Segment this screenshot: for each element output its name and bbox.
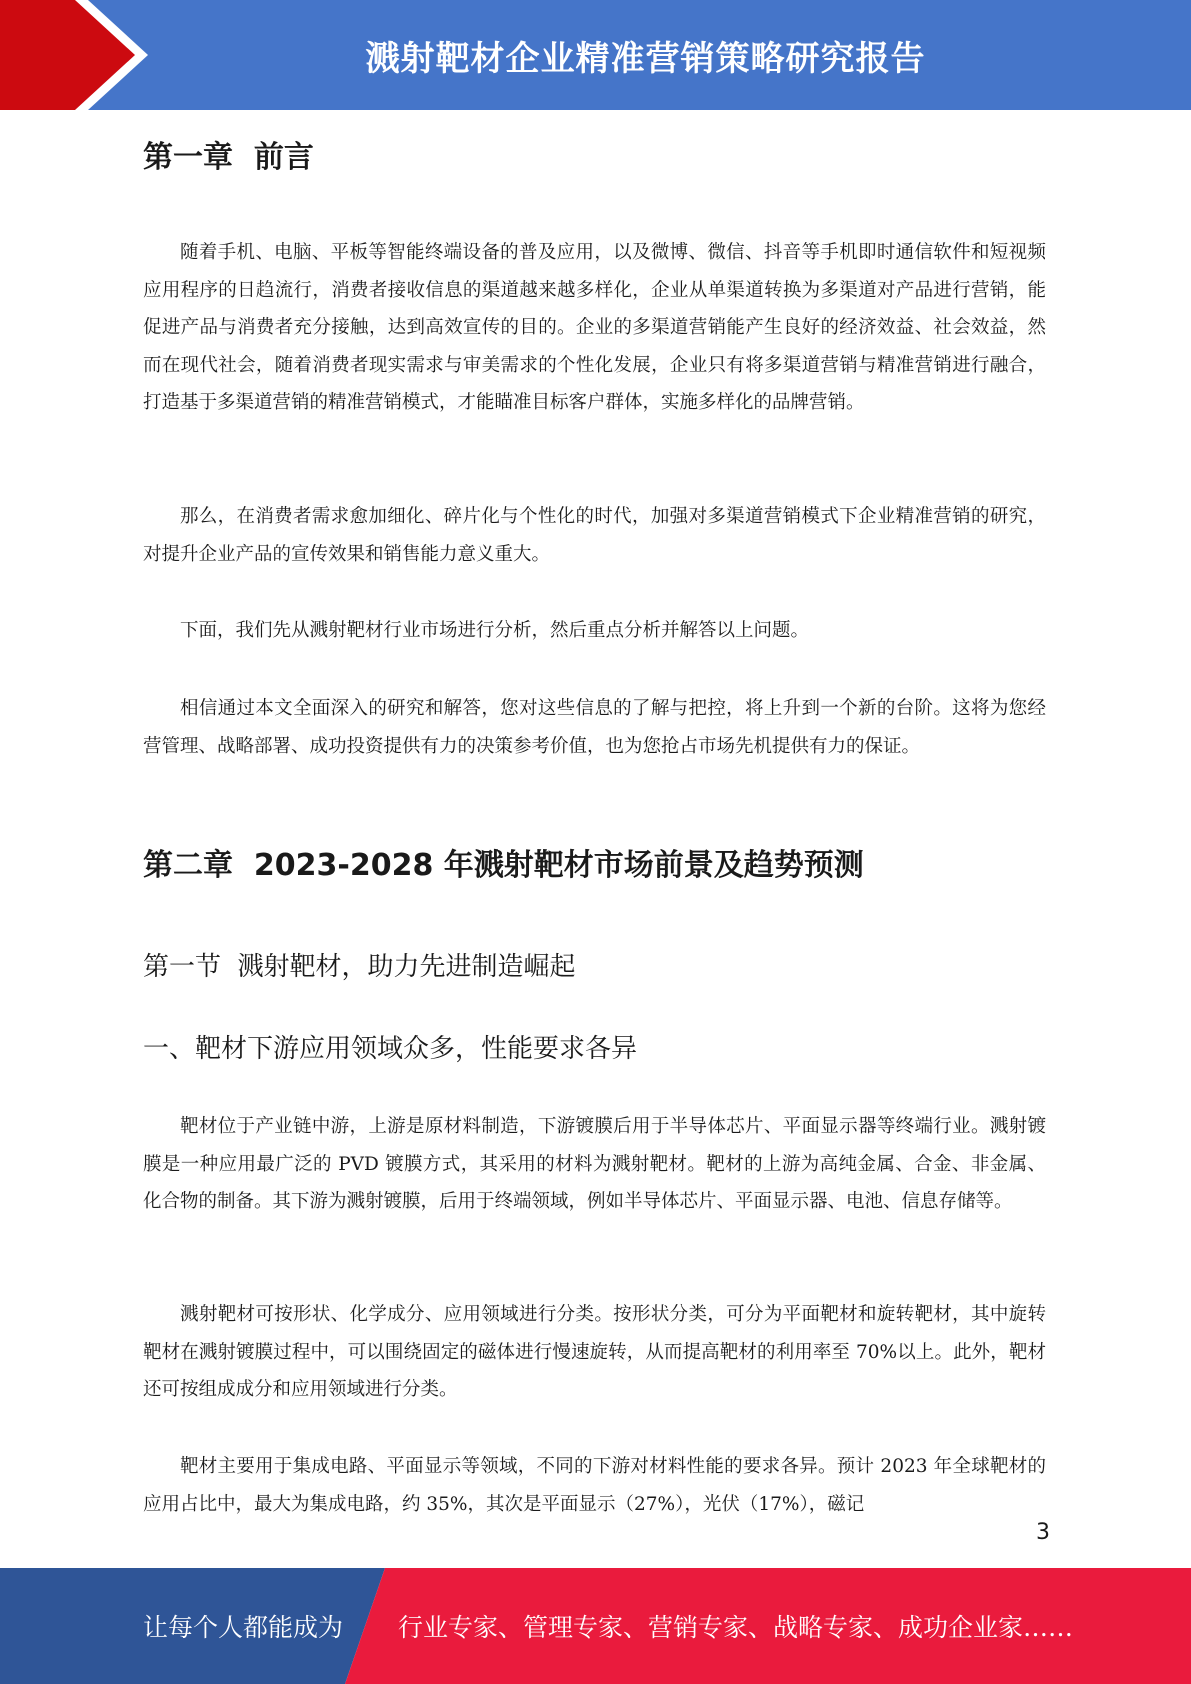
- paragraph: 相信通过本文全面深入的研究和解答，您对这些信息的了解与把控，将上升到一个新的台阶。这将为您经营管理、战略部署、成功投资提供有力的决策参考价值，也为您抢占市场先机提供有力的保证。: [143, 698, 1046, 757]
- footer-banner: [0, 1568, 1191, 1684]
- chapter-2-title: 第二章 2023-2028 年溅射靶材市场前景及趋势预测: [143, 848, 864, 883]
- footer-slogan-right: 行业专家、管理专家、营销专家、战略专家、成功企业家……: [398, 1613, 1074, 1642]
- chapter-1-title: 第一章 前言: [143, 140, 314, 175]
- paragraph: 那么，在消费者需求愈加细化、碎片化与个性化的时代，加强对多渠道营销模式下企业精准营销的研究，对提升企业产品的宣传效果和销售能力意义重大。: [143, 506, 1046, 565]
- header-arrow-decoration: [0, 0, 160, 110]
- paragraph: 随着手机、电脑、平板等智能终端设备的普及应用，以及微博、微信、抖音等手机即时通信软件和短视频应用程序的日趋流行，消费者接收信息的渠道越来越多样化，企业从单渠道转换为多渠道对产品进行营销，能促进产品与消费者充分接触，达到高效宣传的目的。企业的多渠道营销能产生良好的经济效益、社会效益，然而在现代社会，随着消费者现实需求与审美需求的个性化发展，企业只有将多渠道营销与精准营销进行融合，打造基于多渠道营销的精准营销模式，才能瞄准目标客户群体，实施多样化的品牌营销。: [143, 242, 1046, 413]
- paragraph: 下面，我们先从溅射靶材行业市场进行分析，然后重点分析并解答以上问题。: [180, 620, 810, 641]
- header-banner: [0, 0, 1191, 110]
- paragraph: 靶材主要用于集成电路、平面显示等领域，不同的下游对材料性能的要求各异。预计 2023 年全球靶材的应用占比中，最大为集成电路，约 35%，其次是平面显示（27%），光伏（17%），磁记: [143, 1456, 1046, 1515]
- section-1-title: 第一节 溅射靶材，助力先进制造崛起: [143, 952, 576, 982]
- paragraph: 靶材位于产业链中游，上游是原材料制造，下游镀膜后用于半导体芯片、平面显示器等终端行业。溅射镀膜是一种应用最广泛的 PVD 镀膜方式，其采用的材料为溅射靶材。靶材的上游为高纯金属、合金、非金属、化合物的制备。其下游为溅射镀膜，后用于终端领域，例如半导体芯片、平面显示器、电池、信息存储等。: [143, 1116, 1046, 1212]
- footer-slogan-left: 让每个人都能成为: [143, 1613, 344, 1642]
- subsection-1-title: 一、靶材下游应用领域众多，性能要求各异: [143, 1034, 638, 1064]
- paragraph: 溅射靶材可按形状、化学成分、应用领域进行分类。按形状分类，可分为平面靶材和旋转靶材，其中旋转靶材在溅射镀膜过程中，可以围绕固定的磁体进行慢速旋转，从而提高靶材的利用率至 70%以上。此外，靶材还可按组成成分和应用领域进行分类。: [143, 1304, 1046, 1400]
- page-number: 3: [1036, 1520, 1050, 1545]
- report-title: 溅射靶材企业精准营销策略研究报告: [365, 38, 926, 79]
